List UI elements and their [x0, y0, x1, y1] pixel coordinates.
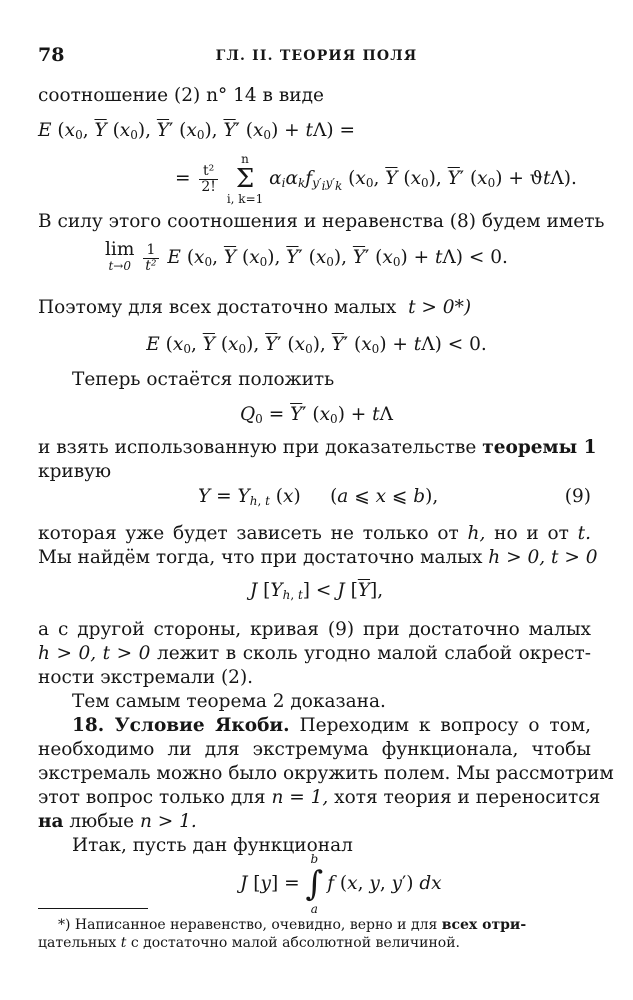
text-line-6: кривую — [38, 461, 112, 482]
text-line-11: ности экстремали (2). — [38, 667, 254, 688]
coefficient-fraction: $\frac{\text{t²}}{2!}$ — [201, 162, 216, 195]
section-heading: 18. Условие Якоби. — [72, 715, 290, 736]
text-line-9: а с другой стороны, кривая (9) при достаточно малых — [38, 619, 591, 640]
footnote-line-2: цательных t с достаточно малой абсолютной величиной. — [38, 935, 460, 951]
equation-1-line-1: E ($x_0$, $\overline{Y}$ $(x_0)$, $\overline{Y}'$ $(x_0)$, $\overline{Y}'$ $(x_0) + t\Lambda$) = — [38, 120, 355, 142]
text-line-16: этот вопрос только для n = 1, хотя теория и переносится — [38, 787, 601, 808]
equation-number-9: (9) — [564, 486, 591, 507]
text-line-7: которая уже будет зависеть не только от h, но и от t. — [38, 523, 591, 544]
footnote-line-1: *) Написанное неравенство, очевидно, верно и для всех отри- — [58, 917, 527, 933]
equation-6: J $[Y_{h, t}] < J$ $[\overline{Y}]$, — [249, 580, 384, 602]
text-line-18: Итак, пусть дан функционал — [72, 835, 353, 856]
text-line-3: Поэтому для всех достаточно малых t > 0*) — [38, 297, 472, 318]
text-line-4: Теперь остаётся положить — [72, 369, 335, 390]
text-line-12: Тем самым теорема 2 доказана. — [72, 691, 386, 712]
equation-3: E ($x_0$, $\overline{Y}$ $(x_0)$, $\overline{Y}'$ $(x_0)$, $\overline{Y}'$ $(x_0) + t\Lambda) < 0$. — [146, 334, 487, 356]
text-line-15: экстремаль можно было окружить полем. Мы рассмотрим — [38, 763, 614, 784]
page-header — [38, 44, 595, 68]
equation-5: $Y = Y_{h, t}$ (x) (a ⩽ x ⩽ b), — [198, 486, 439, 508]
text-line-14: необходимо ли для экстремума функционала, чтобы — [38, 739, 591, 760]
equation-2: lim t→0 $\frac{1}{\text{t²}}$ E ($x_0$, $\overline{Y}$ $(x_0)$, $\overline{Y}'$ $(x_0)$, $\overline{Y}'$ $(x_0) + t\Lambda) < 0$. — [105, 239, 508, 274]
section-heading-line: 18. Условие Якоби. Переходим к вопросу о том, — [72, 715, 592, 736]
text-line-5: и взять использованную при доказательстве теоремы 1 — [38, 437, 597, 458]
equation-1-line-2: = $\frac{\text{t²}}{2!}$ n Σ i, k=1 $\alpha_i\alpha_kf_{y'_iy'_k}$ ($x_0$, $\overline{Y}$ $(x_0)$, $\overline{Y}'$ $(x_0) + ϑt\Lambda$). — [175, 152, 577, 206]
running-title: ГЛ. II. ТЕОРИЯ ПОЛЯ — [215, 48, 418, 64]
text-line-10: h > 0, t > 0 лежит в сколь угодно малой слабой окрест- — [38, 643, 591, 664]
text-line-1: соотношение (2) n° 14 в виде — [38, 85, 324, 106]
text-line-8: Мы найдём тогда, что при достаточно малых h > 0, t > 0 — [38, 547, 598, 568]
equation-7: J [y] = b ∫ a f (x, y, y′) dx — [240, 852, 442, 916]
limit-operator: lim t→0 — [105, 239, 135, 273]
equation-4: $Q_0 = \overline{Y}'$ $(x_0) + t\Lambda$ — [240, 404, 393, 426]
text-line-17: на любые n > 1. — [38, 811, 197, 832]
page-number: 78 — [38, 44, 65, 66]
text-line-2: В силу этого соотношения и неравенства (8) будем иметь — [38, 211, 605, 232]
limit-fraction: $\frac{1}{\text{t²}}$ — [145, 241, 157, 274]
summation-sign: n Σ i, k=1 — [226, 152, 264, 206]
integral-sign: b ∫ a — [305, 852, 324, 916]
footnote-rule — [38, 908, 148, 909]
